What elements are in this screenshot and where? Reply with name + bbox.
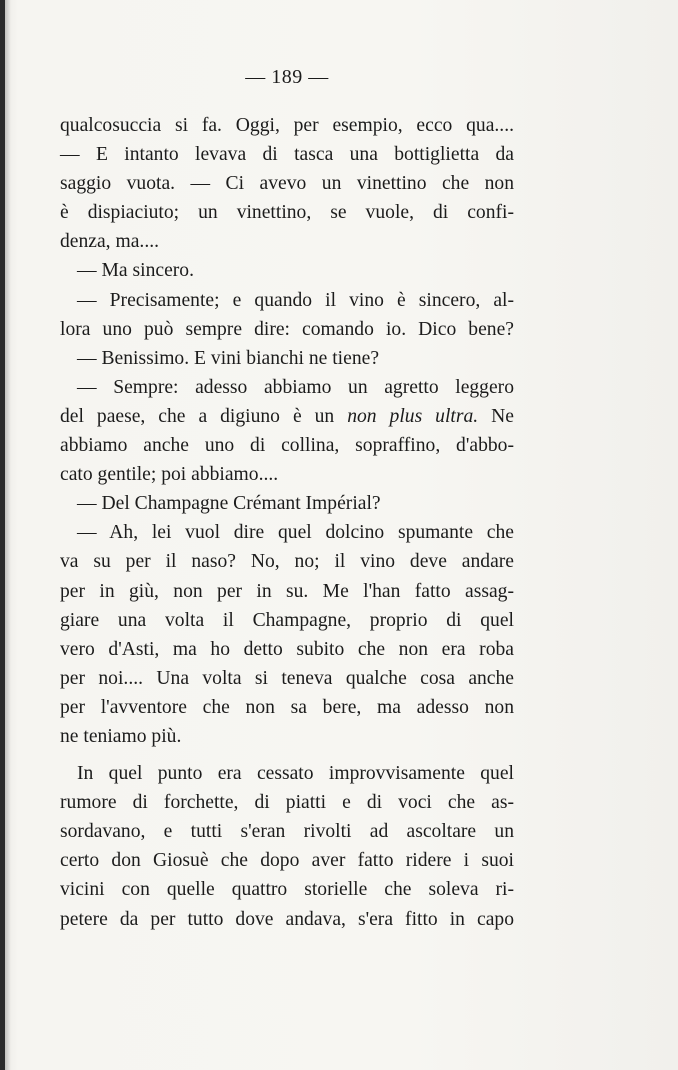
text-line: petere da per tutto dove andava, s'era fitto in capo: [60, 908, 514, 930]
text-line: cato gentile; poi abbiamo....: [60, 464, 279, 486]
text-line: lora uno può sempre dire: comando io. Dico bene?: [60, 318, 514, 340]
text-line: — Benissimo. E vini bianchi ne tiene?: [77, 347, 380, 369]
text-line: denza, ma....: [60, 231, 160, 253]
text-line: — Ma sincero.: [77, 260, 194, 282]
text-line: — Ah, lei vuol dire quel dolcino spumante che: [77, 522, 514, 544]
text-line: per in giù, non per in su. Me l'han fatto assag-: [60, 580, 514, 602]
text-line: — Precisamente; e quando il vino è sincero, al-: [77, 289, 514, 311]
text-line: saggio vuota. — Ci avevo un vinettino che non: [60, 173, 514, 195]
text-line: giare una volta il Champagne, proprio di quel: [60, 609, 514, 631]
text-segment: del paese, che a digiuno è un: [60, 405, 348, 427]
text-line: va su per il naso? No, no; il vino deve andare: [60, 551, 514, 573]
text-line: qualcosuccia si fa. Oggi, per esempio, ecco qua....: [60, 115, 514, 136]
text-line: In quel punto era cessato improvvisamente quel: [77, 763, 514, 785]
text-line: — E intanto levava di tasca una bottiglietta da: [60, 144, 514, 166]
italic-phrase: non plus ultra.: [347, 405, 479, 427]
text-line: vicini con quelle quattro storielle che soleva ri-: [60, 879, 514, 901]
text-line: è dispiaciuto; un vinettino, se vuole, di confi-: [60, 202, 514, 224]
binding-shadow: [5, 0, 11, 1070]
text-line: sordavano, e tutti s'eran rivolti ad ascoltare un: [60, 821, 514, 843]
text-line: certo don Giosuè che dopo aver fatto ridere i suoi: [60, 850, 514, 872]
text-line: — Sempre: adesso abbiamo un agretto leggero: [77, 376, 514, 398]
text-line: [60, 402, 514, 431]
text-line: rumore di forchette, di piatti e di voci che as-: [60, 792, 514, 814]
text-line: per noi.... Una volta si teneva qualche cosa anche: [60, 667, 514, 689]
text-line: ne teniamo più.: [60, 725, 182, 747]
text-segment: Ne: [478, 405, 515, 427]
body-text: [60, 111, 514, 934]
text-line: per l'avventore che non sa bere, ma adesso non: [60, 696, 514, 718]
text-line: abbiamo anche uno di collina, sopraffino, d'abbo-: [60, 435, 514, 457]
page-number: — 189 —: [245, 66, 329, 88]
text-line: vero d'Asti, ma ho detto subito che non era roba: [60, 638, 514, 660]
text-line: — Del Champagne Crémant Impérial?: [77, 493, 381, 515]
